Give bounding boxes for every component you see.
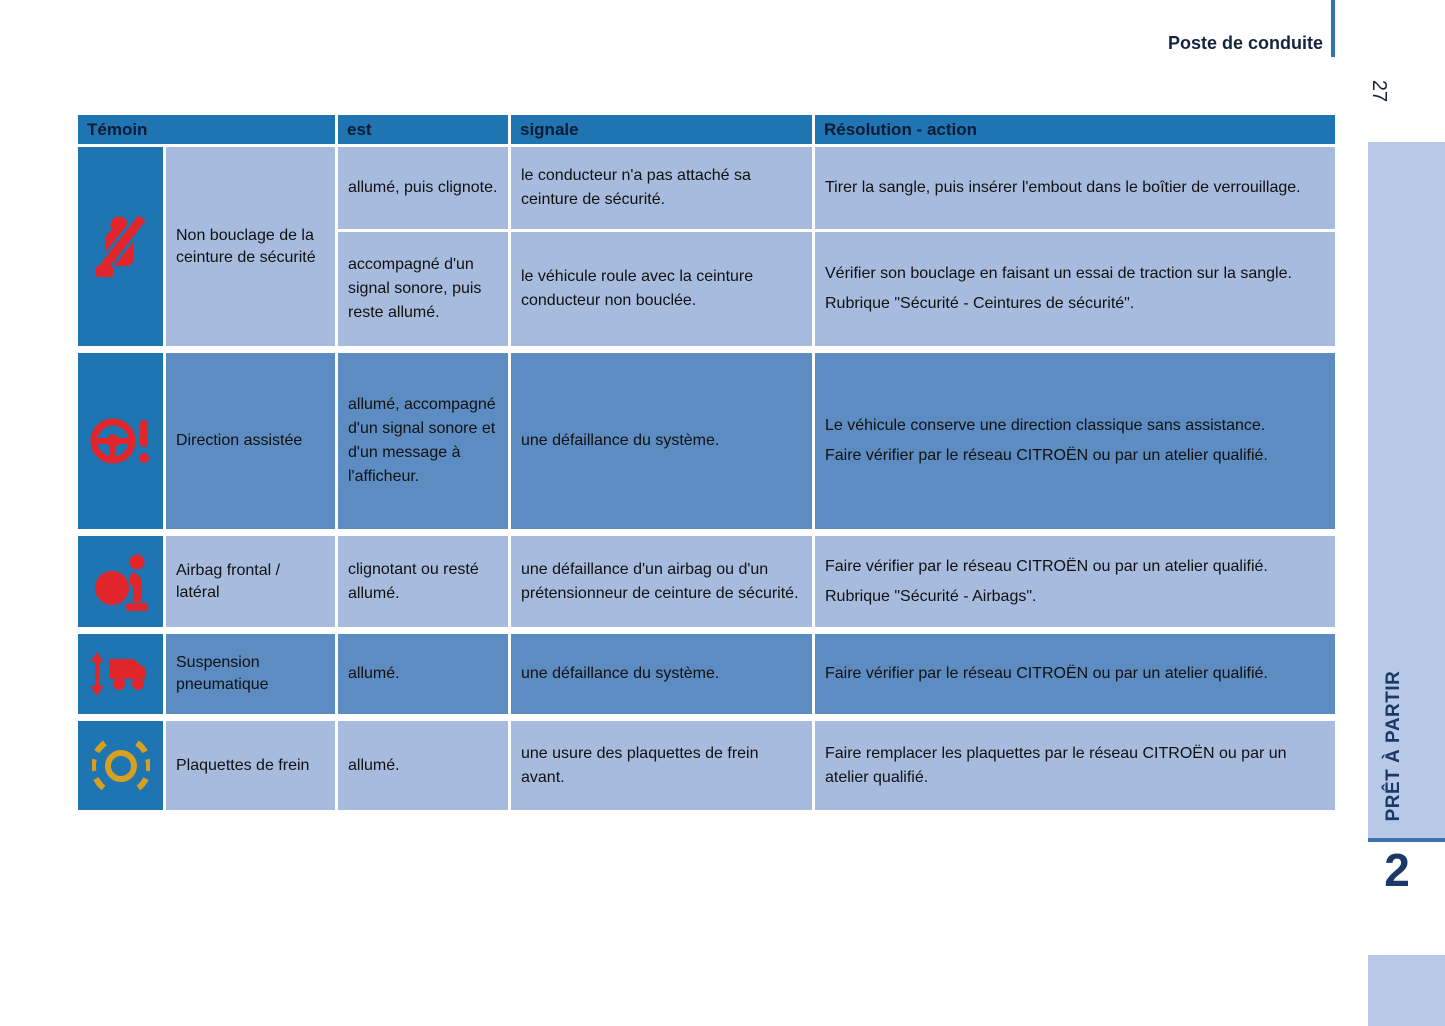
temoin-label: Plaquettes de frein bbox=[166, 721, 335, 810]
resolution-paragraph: Faire vérifier par le réseau CITROËN ou par un atelier qualifié. bbox=[825, 557, 1268, 575]
est-cell: allumé. bbox=[338, 721, 508, 810]
resolution-paragraph: Tirer la sangle, puis insérer l'embout dans le boîtier de verrouillage. bbox=[825, 179, 1301, 196]
header-cell-est: est bbox=[338, 115, 508, 144]
est-cell: allumé, puis clignote. bbox=[338, 147, 508, 229]
table-row-seatbelt bbox=[78, 147, 1335, 346]
temoin-label: Direction assistée bbox=[166, 353, 335, 529]
resolution-cell bbox=[815, 634, 1335, 714]
brake-pads-icon-cell bbox=[78, 721, 163, 810]
table-subrow bbox=[338, 353, 1335, 529]
airbag-warning-icon bbox=[92, 552, 150, 612]
temoin-label: Non bouclage de la ceinture de sécurité bbox=[166, 147, 335, 346]
table-header-row bbox=[78, 115, 1335, 144]
est-cell: accompagné d'un signal sonore, puis reste allumé. bbox=[338, 232, 508, 346]
resolution-paragraph: Rubrique "Sécurité - Ceintures de sécurité". bbox=[825, 295, 1135, 312]
resolution-cell bbox=[815, 536, 1335, 627]
table-subrow bbox=[338, 232, 1335, 346]
signale-cell: une défaillance du système. bbox=[511, 353, 812, 529]
signale-cell: le conducteur n'a pas attaché sa ceinture de sécurité. bbox=[511, 147, 812, 229]
table-row-brake-pads bbox=[78, 721, 1335, 810]
table-subrow bbox=[338, 536, 1335, 627]
seatbelt-icon-cell bbox=[78, 147, 163, 346]
resolution-paragraph: Faire remplacer les plaquettes par le réseau CITROËN ou par un atelier qualifié. bbox=[825, 744, 1287, 786]
seatbelt-warning-icon bbox=[94, 216, 148, 278]
title-rule bbox=[1331, 0, 1335, 57]
resolution-paragraph: Rubrique "Sécurité - Airbags". bbox=[825, 587, 1037, 605]
chapter-tab-label: PRÊT À PARTIR bbox=[1383, 670, 1404, 822]
resolution-cell bbox=[815, 147, 1335, 229]
resolution-paragraph: Faire vérifier par le réseau CITROËN ou par un atelier qualifié. bbox=[825, 447, 1268, 464]
warning-lights-table bbox=[78, 115, 1335, 810]
resolution-cell bbox=[815, 232, 1335, 346]
signale-cell: le véhicule roule avec la ceinture conducteur non bouclée. bbox=[511, 232, 812, 346]
signale-cell: une usure des plaquettes de frein avant. bbox=[511, 721, 812, 810]
table-row-suspension bbox=[78, 634, 1335, 714]
pneumatic-suspension-warning-icon bbox=[89, 651, 153, 697]
temoin-label: Airbag frontal / latéral bbox=[166, 536, 335, 627]
sidebar-rule bbox=[1368, 838, 1445, 842]
table-subrow bbox=[338, 721, 1335, 810]
page-title: Poste de conduite bbox=[1167, 33, 1323, 53]
est-cell: allumé, accompagné d'un signal sonore et d'un message à l'afficheur. bbox=[338, 353, 508, 529]
resolution-paragraph: Faire vérifier par le réseau CITROËN ou par un atelier qualifié. bbox=[825, 665, 1268, 682]
sidebar-band-bottom bbox=[1368, 955, 1445, 1026]
page-number: 27 bbox=[1368, 79, 1391, 103]
table-subrow bbox=[338, 147, 1335, 229]
chapter-number: 2 bbox=[1384, 844, 1410, 896]
temoin-label: Suspension pneumatique bbox=[166, 634, 335, 714]
table-row-power-steering bbox=[78, 353, 1335, 529]
brake-pads-warning-icon bbox=[92, 737, 150, 795]
airbag-icon-cell bbox=[78, 536, 163, 627]
est-cell: allumé. bbox=[338, 634, 508, 714]
resolution-paragraph: Vérifier son bouclage en faisant un essai de traction sur la sangle. bbox=[825, 265, 1292, 282]
power-steering-warning-icon bbox=[90, 413, 152, 469]
header-cell-temoin: Témoin bbox=[78, 115, 335, 144]
resolution-paragraph: Le véhicule conserve une direction classique sans assistance. bbox=[825, 417, 1266, 434]
suspension-icon-cell bbox=[78, 634, 163, 714]
est-cell: clignotant ou resté allumé. bbox=[338, 536, 508, 627]
signale-cell: une défaillance d'un airbag ou d'un prétensionneur de ceinture de sécurité. bbox=[511, 536, 812, 627]
header-cell-signale: signale bbox=[511, 115, 812, 144]
table-subrow bbox=[338, 634, 1335, 714]
resolution-cell bbox=[815, 353, 1335, 529]
resolution-cell bbox=[815, 721, 1335, 810]
table-row-airbag bbox=[78, 536, 1335, 627]
signale-cell: une défaillance du système. bbox=[511, 634, 812, 714]
power-steering-icon-cell bbox=[78, 353, 163, 529]
header-cell-resolution: Résolution - action bbox=[815, 115, 1335, 144]
